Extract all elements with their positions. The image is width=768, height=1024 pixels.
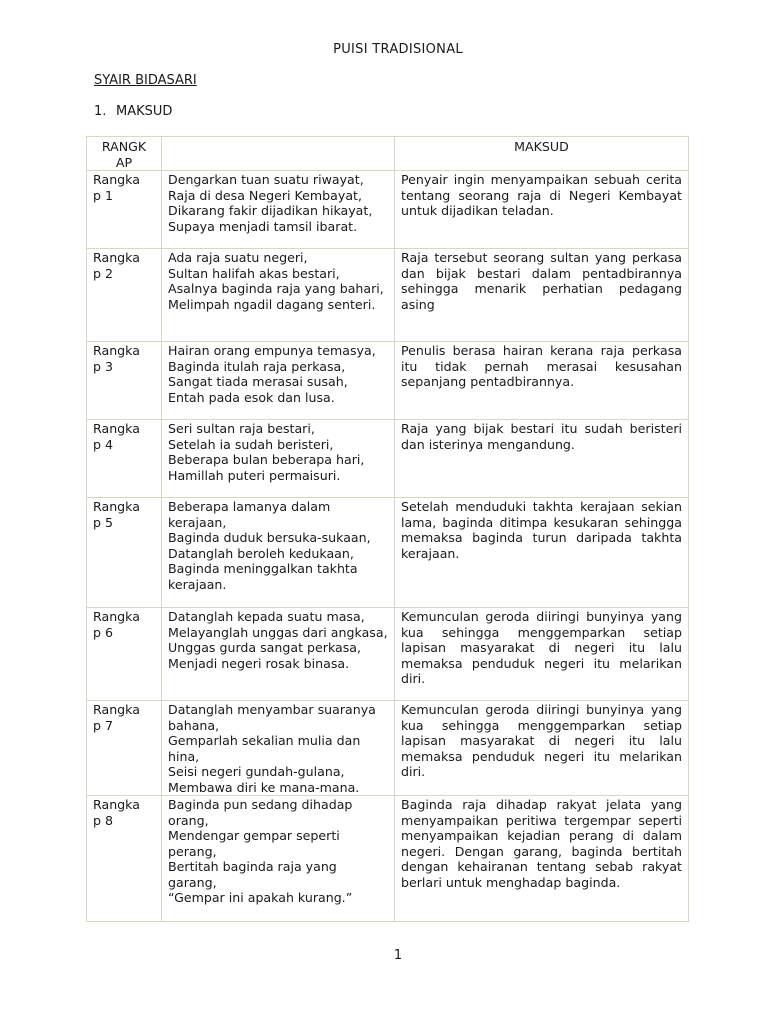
syair-line: Baginda duduk bersuka-sukaan,: [168, 530, 371, 545]
header-maksud: MAKSUD: [395, 137, 689, 171]
maksud-cell: Baginda raja dihadap rakyat jelata yang menyampaikan peritiwa tergempar seperti menyampaikan kejadian perang di dalam negeri. Dengan garang, baginda bertitah dengan kehairanan tentang sebab rakyat berlari untuk menghadap baginda.: [395, 796, 689, 922]
syair-line: Baginda itulah raja perkasa,: [168, 358, 346, 374]
maksud-cell: Raja yang bijak bestari itu sudah beristeri dan isterinya mengandung.: [395, 420, 689, 498]
syair-line: Asalnya baginda raja yang bahari,: [168, 281, 384, 296]
rangkap-cell: [87, 249, 162, 342]
syair-line: Ada raja suatu negeri,: [168, 250, 308, 265]
rangkap-label: Rangka p 7: [93, 702, 144, 733]
table-row: [87, 171, 689, 249]
section-number: 1.: [94, 104, 107, 119]
table-row: [87, 249, 689, 342]
page-number: 1: [393, 948, 403, 963]
syair-line: Supaya menjadi tamsil ibarat.: [168, 218, 358, 234]
syair-line: Sangat tiada merasai susah,: [168, 374, 348, 389]
syair-line: Hamillah puteri permaisuri.: [168, 467, 341, 483]
syair-line: Datanglah kepada suatu masa,: [168, 609, 365, 624]
syair-cell: [162, 249, 395, 342]
document-title: PUISI TRADISIONAL: [333, 42, 463, 57]
maksud-cell: Penulis berasa hairan kerana raja perkasa itu tidak pernah merasai kesusahan sepanjang pentadbirannya.: [395, 342, 689, 420]
syair-line: Setelah ia sudah beristeri,: [168, 436, 334, 452]
syair-line: Gemparlah sekalian mulia dan hina,: [168, 733, 365, 764]
table-header-row: [87, 137, 689, 171]
syair-line: Datanglah menyambar suaranya bahana,: [168, 702, 380, 733]
poem-title: SYAIR BIDASARI: [94, 73, 197, 88]
syair-line: Melayanglah unggas dari angkasa,: [168, 624, 388, 640]
rangkap-label: Rangka p 2: [93, 250, 144, 281]
rangkap-label: Rangka p 5: [93, 499, 144, 530]
syair-line: Unggas gurda sangat perkasa,: [168, 640, 362, 655]
table-row: [87, 498, 689, 608]
syair-line: Baginda pun sedang dihadap orang,: [168, 797, 357, 828]
rangkap-cell: [87, 796, 162, 922]
rangkap-cell: [87, 420, 162, 498]
syair-line: Membawa diri ke mana-mana.: [168, 779, 360, 795]
syair-line: Seisi negeri gundah-gulana,: [168, 764, 345, 779]
syair-line: Raja di desa Negeri Kembayat,: [168, 187, 362, 203]
syair-line: Dikarang fakir dijadikan hikayat,: [168, 203, 373, 218]
section-label: MAKSUD: [116, 104, 173, 119]
syair-cell: [162, 171, 395, 249]
maksud-cell: Kemunculan geroda diiringi bunyinya yang kua sehingga menggemparkan setiap lapisan masyarakat di negeri itu lalu memaksa penduduk negeri itu melarikan diri.: [395, 701, 689, 796]
maksud-cell: Setelah menduduki takhta kerajaan sekian lama, baginda ditimpa kesukaran sehingga memaksa baginda turun daripada takhta kerajaan.: [395, 498, 689, 608]
syair-line: Hairan orang empunya temasya,: [168, 343, 376, 358]
maksud-table: [86, 136, 689, 922]
syair-line: Bertitah baginda raja yang garang,: [168, 859, 341, 890]
table-row: [87, 608, 689, 701]
syair-line: Mendengar gempar seperti perang,: [168, 828, 344, 859]
syair-cell: [162, 420, 395, 498]
syair-cell: [162, 796, 395, 922]
rangkap-cell: [87, 498, 162, 608]
syair-cell: [162, 498, 395, 608]
header-syair: [162, 137, 395, 171]
rangkap-cell: [87, 171, 162, 249]
table-row: [87, 701, 689, 796]
syair-line: Dengarkan tuan suatu riwayat,: [168, 172, 364, 187]
syair-line: Beberapa lamanya dalam kerajaan,: [168, 499, 335, 530]
syair-line: Entah pada esok dan lusa.: [168, 389, 335, 405]
rangkap-label: Rangka p 6: [93, 609, 144, 640]
syair-line: Baginda meninggalkan takhta kerajaan.: [168, 561, 362, 592]
syair-line: “Gempar ini apakah kurang.”: [168, 890, 353, 905]
rangkap-label: Rangka p 3: [93, 343, 144, 374]
table-row: [87, 796, 689, 922]
syair-line: Datanglah beroleh kedukaan,: [168, 545, 354, 561]
syair-line: Melimpah ngadil dagang senteri.: [168, 296, 376, 312]
maksud-cell: Kemunculan geroda diiringi bunyinya yang kua sehingga menggemparkan setiap lapisan masyarakat di negeri itu lalu memaksa penduduk negeri itu melarikan diri.: [395, 608, 689, 701]
rangkap-cell: [87, 701, 162, 796]
rangkap-cell: [87, 342, 162, 420]
syair-cell: [162, 701, 395, 796]
rangkap-cell: [87, 608, 162, 701]
table-row: [87, 420, 689, 498]
syair-cell: [162, 342, 395, 420]
rangkap-label: Rangka p 8: [93, 797, 144, 828]
table-row: [87, 342, 689, 420]
syair-line: Menjadi negeri rosak binasa.: [168, 655, 350, 671]
maksud-cell: Raja tersebut seorang sultan yang perkasa dan bijak bestari dalam pentadbirannya sehingga menarik perhatian pedagang asing: [395, 249, 689, 342]
syair-line: Sultan halifah akas bestari,: [168, 265, 340, 281]
section-heading: [94, 104, 172, 119]
rangkap-label: Rangka p 1: [93, 172, 144, 203]
syair-cell: [162, 608, 395, 701]
maksud-cell: Penyair ingin menyampaikan sebuah cerita tentang seorang raja di Negeri Kembayat untuk dijadikan teladan.: [395, 171, 689, 249]
rangkap-label: Rangka p 4: [93, 421, 144, 452]
syair-line: Beberapa bulan beberapa hari,: [168, 452, 365, 467]
syair-line: Seri sultan raja bestari,: [168, 421, 315, 436]
header-rangkap: RANGK AP: [87, 137, 162, 171]
